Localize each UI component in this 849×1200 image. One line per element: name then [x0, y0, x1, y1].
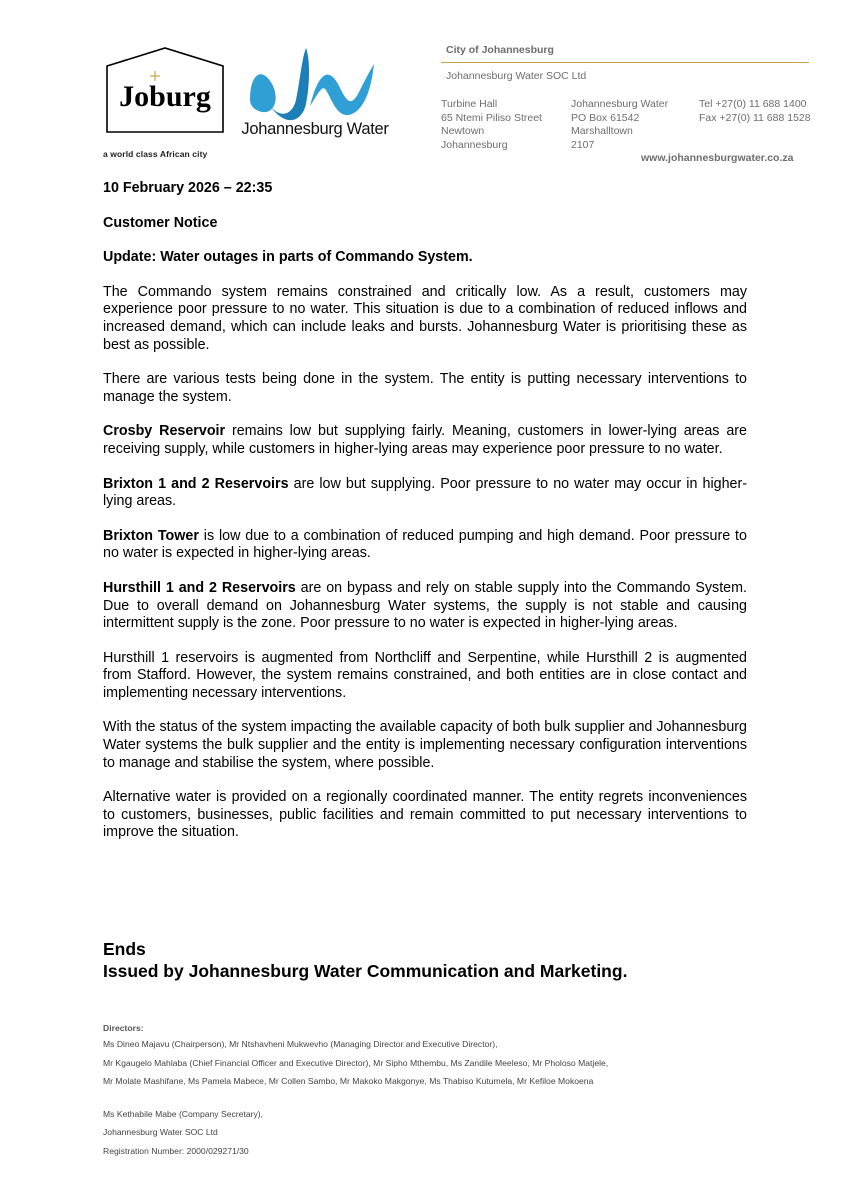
notice-type: Customer Notice: [103, 214, 218, 231]
postal-line: PO Box 61542: [571, 111, 640, 124]
postal-line: Marshalltown: [571, 125, 633, 137]
street-line: 65 Ntemi Piliso Street: [441, 111, 542, 124]
brixton-reservoirs-heading: Brixton 1 and 2 Reservoirs: [103, 475, 289, 492]
paragraph-alternative-water: Alternative water is provided on a regionally coordinated manner. The entity regrets inconveniences to customers, businesses, public facilities and remain committed to put necessary interventions to improve the situation.: [103, 789, 747, 841]
joburg-logo: [105, 44, 225, 134]
paragraph-hursthill-augmentation: Hursthill 1 reservoirs is augmented from Northcliff and Serpentine, while Hursthill 2 is augmented from Stafford. However, the system remains constrained, and both entities are in close contact and implementing necessary interventions.: [103, 649, 747, 701]
closing-block: [103, 938, 803, 982]
postal-address: [571, 98, 668, 152]
paragraph-tests: There are various tests being done in the system. The entity is putting necessary interventions to manage the system.: [103, 371, 747, 405]
ends-label: Ends: [103, 939, 146, 959]
brixton-tower-text: is low due to a combination of reduced pumping and high demand. Poor pressure to no water is expected in higher-lying areas.: [103, 527, 747, 562]
brixton-reservoirs-text: are low but supplying. Poor pressure to no water may occur in higher-lying areas.: [103, 475, 747, 510]
postal-line: Johannesburg Water: [571, 98, 669, 110]
notice-datetime: 10 February 2026 – 22:35: [103, 180, 273, 196]
telephone: Tel +27(0) 11 688 1400: [699, 98, 807, 110]
directors-line: Ms Dineo Majavu (Chairperson), Mr Ntshavheni Mukwevho (Managing Director and Executive Director),: [103, 1039, 498, 1049]
footer-spacer: [103, 1091, 783, 1105]
crosby-heading: Crosby Reservoir: [103, 423, 226, 440]
footer: [103, 1021, 783, 1161]
brixton-tower-heading: Brixton Tower: [103, 527, 199, 544]
paragraph-hursthill: [103, 580, 747, 633]
crosby-text: remains low but supplying fairly. Meaning, customers in lower-lying areas are receiving supply, while customers in higher-lying areas may experience poor pressure to no water.: [103, 423, 747, 457]
paragraph-system-status: With the status of the system impacting the available capacity of both bulk supplier and Johannesburg Water systems the bulk supplier and the entity is implementing necessary configuration interventions to manage and stabilise the system, where possible.: [103, 719, 747, 771]
postal-line: 2107: [571, 138, 595, 151]
directors-line: Mr Kgaugelo Mahlaba (Chief Financial Officer and Executive Director), Mr Sipho Mthembu, Ms Zandile Meeleso, Mr Pholoso Matjele,: [103, 1057, 609, 1068]
street-address: [441, 98, 542, 152]
directors-heading: Directors:: [103, 1023, 144, 1033]
street-line: Newtown: [441, 125, 485, 137]
fax: Fax +27(0) 11 688 1528: [699, 111, 811, 124]
paragraph-brixton-tower: [103, 528, 747, 563]
header-entity: Johannesburg Water SOC Ltd: [446, 70, 587, 82]
paragraph-crosby: [103, 423, 747, 458]
street-line: Johannesburg: [441, 138, 508, 151]
notice-body: [103, 180, 747, 859]
company-name: Johannesburg Water SOC Ltd: [103, 1127, 218, 1138]
hursthill-text: are on bypass and rely on stable supply into the Commando System. Due to overall demand on Johannesburg Water systems, the supply is not stable and causing intermittent supply is the zone. Poor pressure to no water is expected in higher-lying areas.: [103, 579, 747, 632]
notice-headline: Update: Water outages in parts of Commando System.: [103, 249, 473, 266]
company-secretary: Ms Kethabile Mabe (Company Secretary),: [103, 1108, 264, 1119]
contact-numbers: [699, 98, 811, 125]
issued-by: Issued by Johannesburg Water Communication and Marketing.: [103, 961, 628, 981]
paragraph-brixton-reservoirs: [103, 476, 747, 511]
jw-logo-text: Johannesburg Water: [241, 120, 389, 138]
joburg-tagline: a world class African city: [103, 149, 208, 159]
svg-text:Joburg: Joburg: [119, 80, 211, 113]
header-divider: [441, 62, 809, 63]
hursthill-heading: Hursthill 1 and 2 Reservoirs: [103, 579, 296, 596]
johannesburg-water-logo: [240, 44, 390, 139]
website-link[interactable]: www.johannesburgwater.co.za: [641, 152, 794, 164]
paragraph-constraint: The Commando system remains constrained and critically low. As a result, customers may experience poor pressure to no water. This situation is due to a combination of reduced inflows and increased demand, which can include leaks and bursts. Johannesburg Water is prioritising these as best as possible.: [103, 283, 747, 353]
header-city: City of Johannesburg: [446, 44, 554, 56]
directors-line: Mr Molate Mashifane, Ms Pamela Mabece, Mr Collen Sambo, Mr Makoko Makgonye, Ms Thabiso Kutumela, Mr Kefiloe Mokoena: [103, 1076, 594, 1087]
registration-number: Registration Number: 2000/029271/30: [103, 1145, 249, 1156]
street-line: Turbine Hall: [441, 98, 498, 110]
